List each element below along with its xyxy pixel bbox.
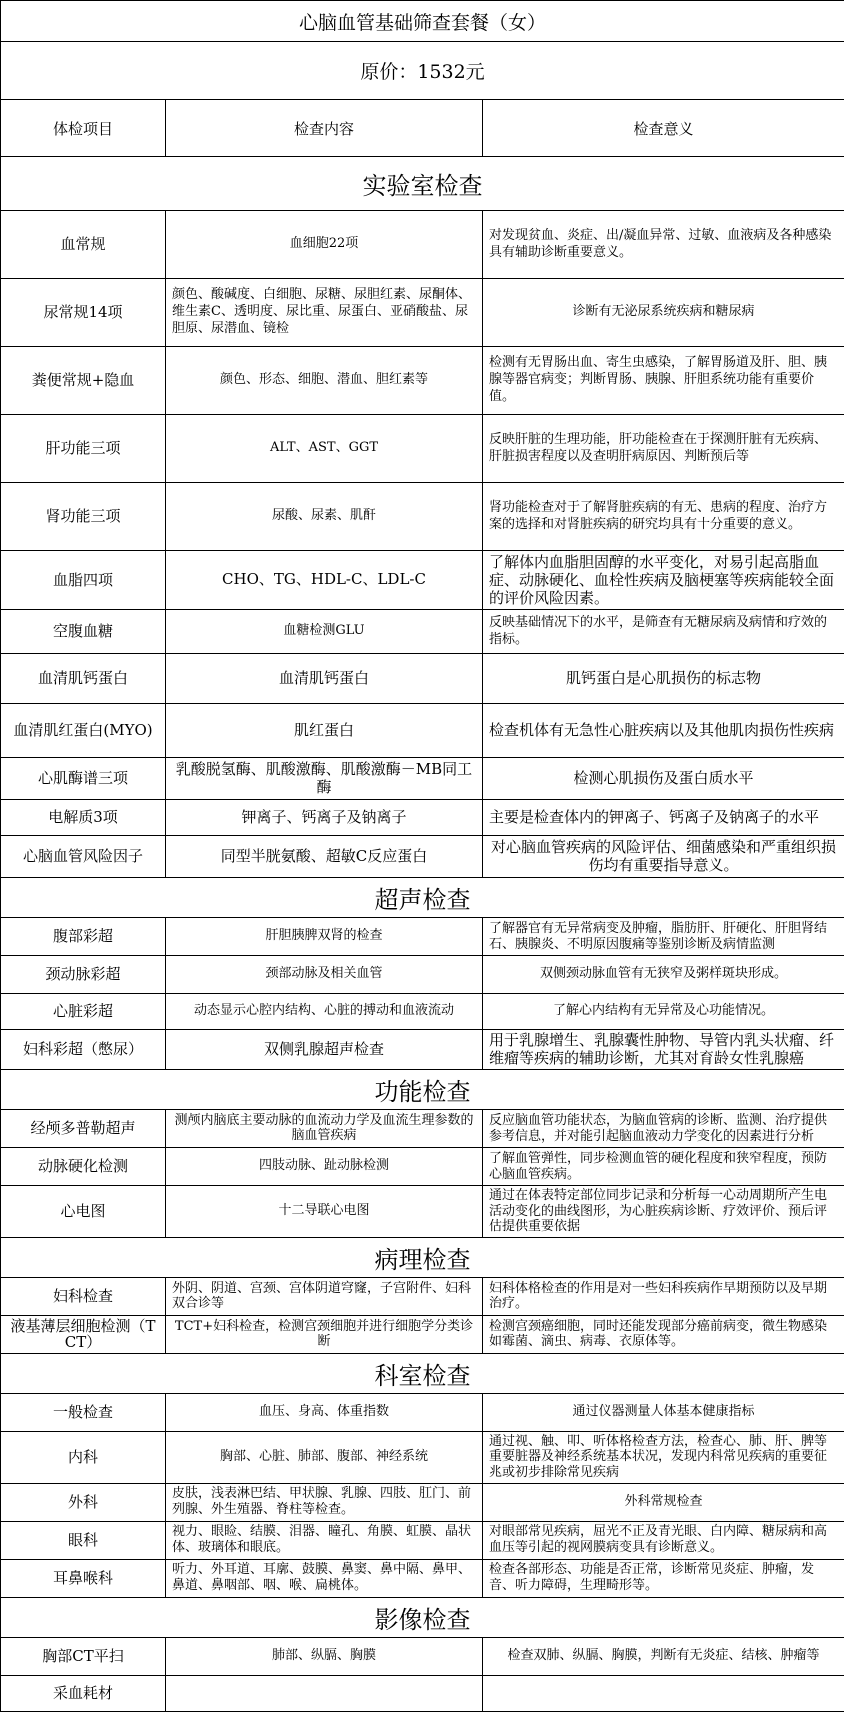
item-meaning (483, 1675, 844, 1711)
item-name: 肝功能三项 (1, 415, 166, 483)
item-meaning: 外科常规检查 (483, 1483, 844, 1521)
item-content: 皮肤，浅表淋巴结、甲状腺、乳腺、四肢、肛门、前列腺、外生殖器、脊柱等检查。 (166, 1483, 483, 1521)
item-name: 外科 (1, 1483, 166, 1521)
item-meaning: 肌钙蛋白是心肌损伤的标志物 (483, 654, 844, 704)
section-title-pathology: 病理检查 (1, 1237, 844, 1277)
item-name: 采血耗材 (1, 1675, 166, 1711)
item-meaning: 了解血管弹性，同步检测血管的硬化程度和狭窄程度，预防心脑血管疾病。 (483, 1148, 844, 1186)
item-content: 血细胞22项 (166, 211, 483, 279)
item-name: 粪便常规+隐血 (1, 347, 166, 415)
item-name: 腹部彩超 (1, 918, 166, 956)
header-item: 体检项目 (1, 100, 166, 157)
item-name: 血脂四项 (1, 551, 166, 610)
item-content (166, 1675, 483, 1711)
item-name: 液基薄层细胞检测（TCT） (1, 1315, 166, 1353)
item-content: 肺部、纵膈、胸膜 (166, 1637, 483, 1675)
item-content: 双侧乳腺超声检查 (166, 1030, 483, 1070)
item-meaning: 反映肝脏的生理功能，肝功能检查在于探测肝脏有无疾病、肝脏损害程度以及查明肝病原因、判断预后等 (483, 415, 844, 483)
header-meaning: 检查意义 (483, 100, 844, 157)
item-meaning: 反映基础情况下的水平，是筛查有无糖尿病及病情和疗效的指标。 (483, 610, 844, 654)
item-meaning: 检测宫颈癌细胞，同时还能发现部分癌前病变，微生物感染如霉菌、滴虫、病毒、衣原体等。 (483, 1315, 844, 1353)
item-name: 动脉硬化检测 (1, 1148, 166, 1186)
package-price: 原价：1532元 (1, 42, 844, 100)
item-name: 妇科彩超（憋尿） (1, 1030, 166, 1070)
item-content: 颜色、酸碱度、白细胞、尿糖、尿胆红素、尿酮体、维生素C、透明度、尿比重、尿蛋白、亚硝酸盐、尿胆原、尿潜血、镜检 (166, 279, 483, 347)
item-content: 钾离子、钙离子及钠离子 (166, 800, 483, 836)
item-meaning: 了解心内结构有无异常及心功能情况。 (483, 994, 844, 1030)
item-content: 四肢动脉、趾动脉检测 (166, 1148, 483, 1186)
item-meaning: 检查各部形态、功能是否正常，诊断常见炎症、肿瘤，发音、听力障碍，生理畸形等。 (483, 1559, 844, 1597)
section-title-lab: 实验室检查 (1, 157, 844, 211)
item-content: 血清肌钙蛋白 (166, 654, 483, 704)
item-meaning: 用于乳腺增生、乳腺囊性肿物、导管内乳头状瘤、纤维瘤等疾病的辅助诊断，尤其对育龄女性乳腺癌 (483, 1030, 844, 1070)
item-meaning: 检查机体有无急性心脏疾病以及其他肌肉损伤性疾病 (483, 704, 844, 758)
item-content: TCT+妇科检查，检测宫颈细胞并进行细胞学分类诊断 (166, 1315, 483, 1353)
item-content: 外阴、阴道、宫颈、宫体阴道穹窿，子宫附件、妇科双合诊等 (166, 1277, 483, 1315)
item-name: 经颅多普勒超声 (1, 1110, 166, 1148)
item-content: 颈部动脉及相关血管 (166, 956, 483, 994)
item-content: 尿酸、尿素、肌酐 (166, 483, 483, 551)
item-meaning: 双侧颈动脉血管有无狭窄及粥样斑块形成。 (483, 956, 844, 994)
section-title-ultrasound: 超声检查 (1, 878, 844, 918)
item-content: 听力、外耳道、耳廓、鼓膜、鼻窦、鼻中隔、鼻甲、鼻道、鼻咽部、咽、喉、扁桃体。 (166, 1559, 483, 1597)
item-meaning: 主要是检查体内的钾离子、钙离子及钠离子的水平 (483, 800, 844, 836)
section-title-imaging: 影像检查 (1, 1597, 844, 1637)
item-content: ALT、AST、GGT (166, 415, 483, 483)
item-content: 乳酸脱氢酶、肌酸激酶、肌酸激酶－MB同工酶 (166, 758, 483, 800)
section-title-function: 功能检查 (1, 1070, 844, 1110)
item-content: 同型半胱氨酸、超敏C反应蛋白 (166, 836, 483, 878)
item-content: 血糖检测GLU (166, 610, 483, 654)
item-name: 妇科检查 (1, 1277, 166, 1315)
item-content: 动态显示心腔内结构、心脏的搏动和血液流动 (166, 994, 483, 1030)
item-meaning: 通过仪器测量人体基本健康指标 (483, 1393, 844, 1431)
item-name: 空腹血糖 (1, 610, 166, 654)
item-meaning: 对心脑血管疾病的风险评估、细菌感染和严重组织损伤均有重要指导意义。 (483, 836, 844, 878)
item-meaning: 检测有无胃肠出血、寄生虫感染，了解胃肠道及肝、胆、胰腺等器官病变；判断胃肠、胰腺、肝胆系统功能有重要价值。 (483, 347, 844, 415)
item-name: 血常规 (1, 211, 166, 279)
item-meaning: 对发现贫血、炎症、出/凝血异常、过敏、血液病及各种感染具有辅助诊断重要意义。 (483, 211, 844, 279)
item-content: CHO、TG、HDL-C、LDL-C (166, 551, 483, 610)
item-name: 心电图 (1, 1186, 166, 1238)
item-name: 心脑血管风险因子 (1, 836, 166, 878)
item-name: 眼科 (1, 1521, 166, 1559)
item-meaning: 通过视、触、叩、听体格检查方法，检查心、肺、肝、脾等重要脏器及神经系统基本状况，发现内科常见疾病的重要征兆或初步排除常见疾病 (483, 1431, 844, 1483)
item-name: 一般检查 (1, 1393, 166, 1431)
item-meaning: 了解体内血脂胆固醇的水平变化，对易引起高脂血症、动脉硬化、血栓性疾病及脑梗塞等疾病能较全面的评价风险因素。 (483, 551, 844, 610)
item-name: 内科 (1, 1431, 166, 1483)
item-name: 肾功能三项 (1, 483, 166, 551)
item-content: 肝胆胰脾双肾的检查 (166, 918, 483, 956)
item-meaning: 了解器官有无异常病变及肿瘤，脂肪肝、肝硬化、肝胆肾结石、胰腺炎、不明原因腹痛等鉴别诊断及病情监测 (483, 918, 844, 956)
item-meaning: 反应脑血管功能状态，为脑血管病的诊断、监测、治疗提供参考信息，并对能引起脑血液动力学变化的因素进行分析 (483, 1110, 844, 1148)
item-name: 胸部CT平扫 (1, 1637, 166, 1675)
item-name: 心肌酶谱三项 (1, 758, 166, 800)
item-meaning: 肾功能检查对于了解肾脏疾病的有无、患病的程度、治疗方案的选择和对肾脏疾病的研究均具有十分重要的意义。 (483, 483, 844, 551)
item-meaning: 妇科体格检查的作用是对一些妇科疾病作早期预防以及早期治疗。 (483, 1277, 844, 1315)
item-content: 颜色、形态、细胞、潜血、胆红素等 (166, 347, 483, 415)
item-meaning: 对眼部常见疾病，屈光不正及青光眼、白内障、糖尿病和高血压等引起的视网膜病变具有诊断意义。 (483, 1521, 844, 1559)
item-meaning: 检测心肌损伤及蛋白质水平 (483, 758, 844, 800)
item-name: 心脏彩超 (1, 994, 166, 1030)
item-meaning: 通过在体表特定部位同步记录和分析每一心动周期所产生电活动变化的曲线图形，为心脏疾病诊断、疗效评价、预后评估提供重要依据 (483, 1186, 844, 1238)
item-name: 耳鼻喉科 (1, 1559, 166, 1597)
section-title-department: 科室检查 (1, 1353, 844, 1393)
item-content: 胸部、心脏、肺部、腹部、神经系统 (166, 1431, 483, 1483)
item-name: 电解质3项 (1, 800, 166, 836)
item-content: 测颅内脑底主要动脉的血流动力学及血流生理参数的脑血管疾病 (166, 1110, 483, 1148)
item-name: 颈动脉彩超 (1, 956, 166, 994)
header-content: 检查内容 (166, 100, 483, 157)
package-title: 心脑血管基础筛查套餐（女） (1, 1, 844, 42)
item-content: 视力、眼睑、结膜、泪器、瞳孔、角膜、虹膜、晶状体、玻璃体和眼底。 (166, 1521, 483, 1559)
item-content: 十二导联心电图 (166, 1186, 483, 1238)
item-name: 尿常规14项 (1, 279, 166, 347)
item-name: 血清肌钙蛋白 (1, 654, 166, 704)
item-content: 肌红蛋白 (166, 704, 483, 758)
item-meaning: 检查双肺、纵膈、胸膜，判断有无炎症、结核、肿瘤等 (483, 1637, 844, 1675)
item-name: 血清肌红蛋白(MYO) (1, 704, 166, 758)
item-meaning: 诊断有无泌尿系统疾病和糖尿病 (483, 279, 844, 347)
item-content: 血压、身高、体重指数 (166, 1393, 483, 1431)
